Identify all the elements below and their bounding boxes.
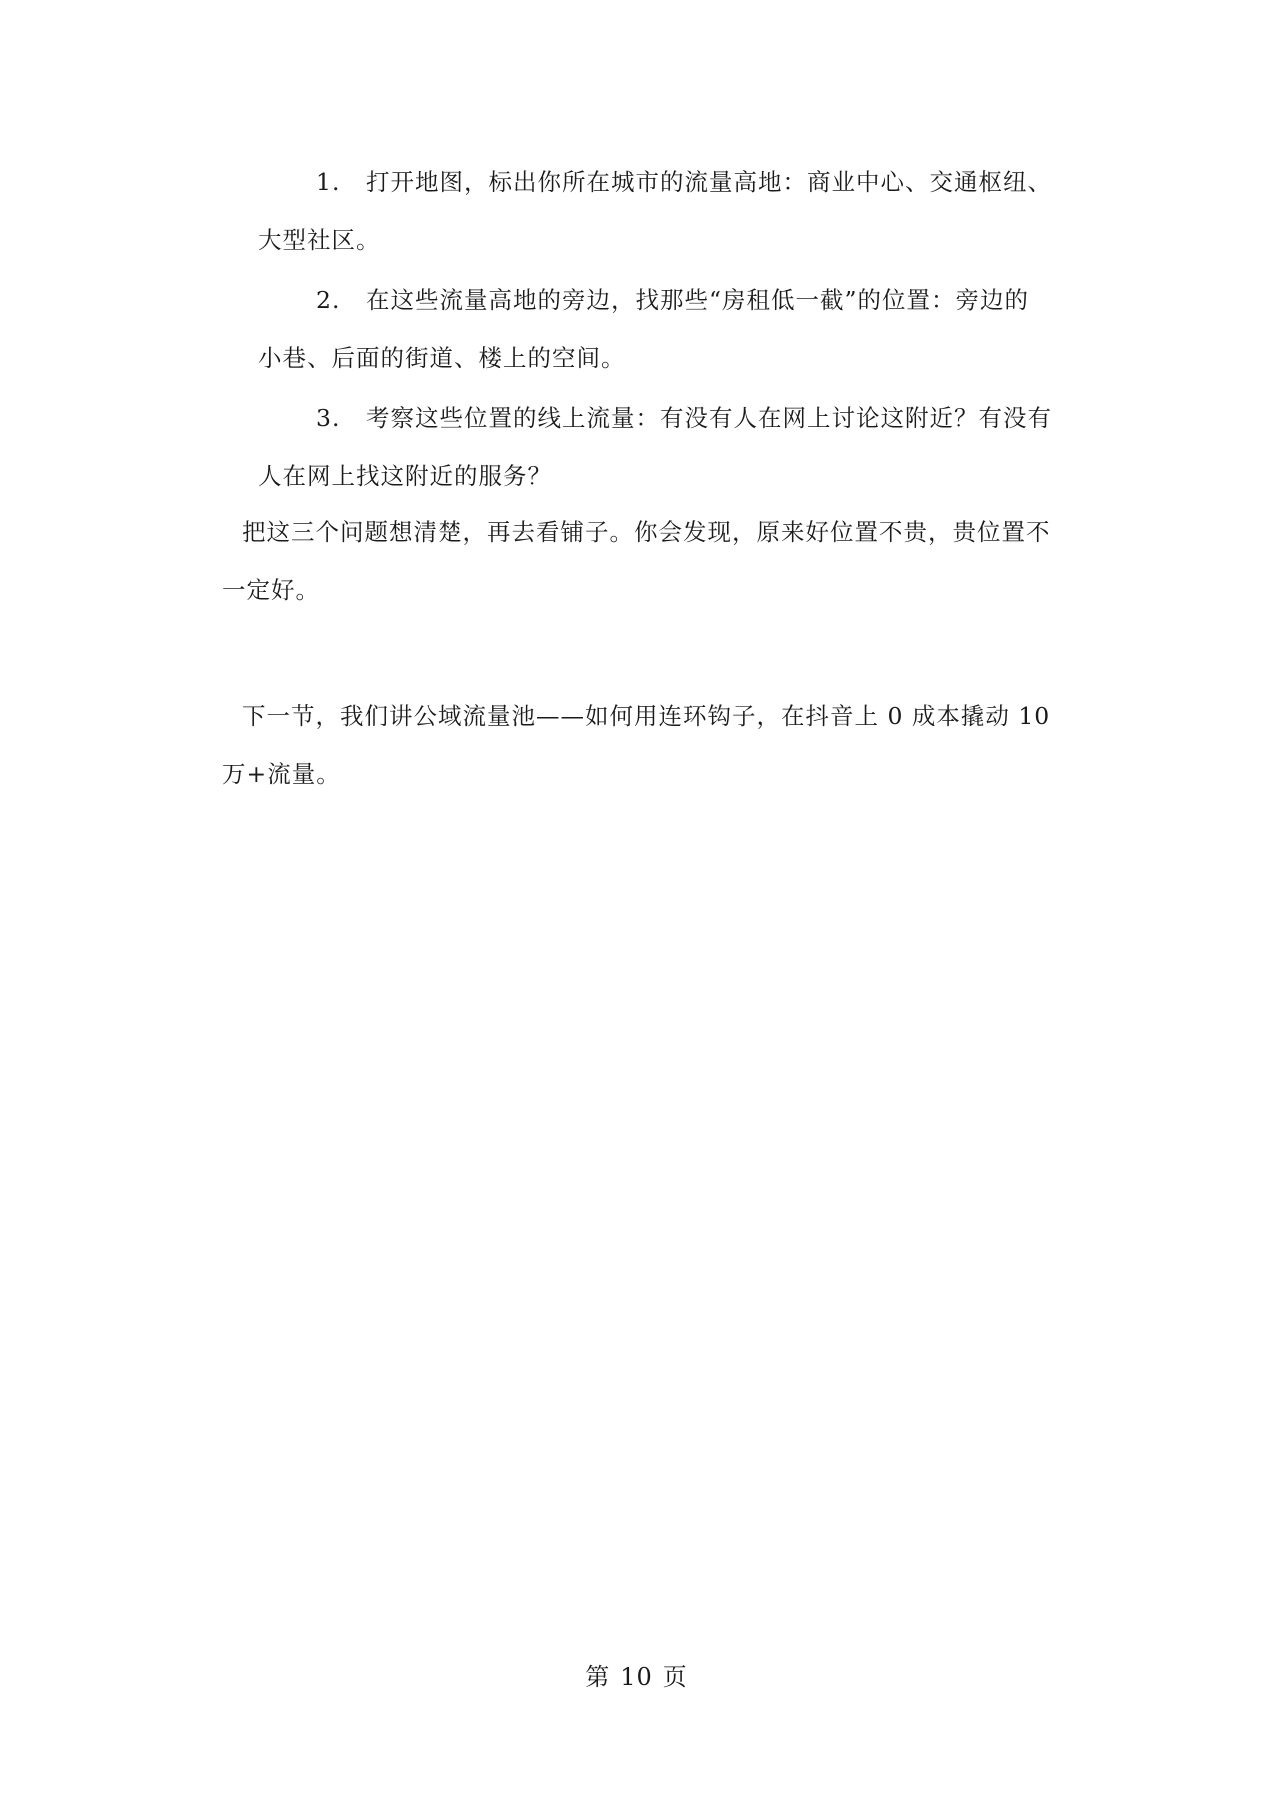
summary-paragraph (222, 503, 1082, 619)
list-item-text-line1: 打开地图，标出你所在城市的流量高地：商业中心、交通枢纽、 (366, 168, 1052, 196)
list-number: 2. (316, 286, 341, 314)
list-item-text-line1: 考察这些位置的线上流量：有没有人在网上讨论这附近？有没有 (366, 404, 1052, 432)
page-label-prefix: 第 (585, 1663, 611, 1691)
page-number: 10 (620, 1663, 653, 1691)
summary-line1: 把这三个问题想清楚，再去看铺子。你会发现，原来好位置不贵，贵位置不 (242, 518, 1051, 546)
list-number: 1. (316, 168, 341, 196)
list-item-text-line1: 在这些流量高地的旁边，找那些“房租低一截”的位置：旁边的 (366, 286, 1030, 314)
page-label-suffix: 页 (662, 1663, 688, 1691)
list-number: 3. (316, 404, 341, 432)
next-section-line1: 下一节，我们讲公域流量池——如何用连环钩子，在抖音上 0 成本撬动 10 (242, 702, 1051, 730)
list-item-3 (258, 389, 1078, 505)
page-footer (0, 1657, 1273, 1692)
list-item-text-line2: 人在网上找这附近的服务？ (258, 462, 552, 490)
list-item-1 (258, 153, 1078, 269)
list-item-2 (258, 271, 1078, 387)
summary-line2: 一定好。 (222, 576, 320, 604)
list-item-text-line2: 大型社区。 (258, 226, 381, 254)
next-section-paragraph (222, 687, 1082, 803)
list-item-text-line2: 小巷、后面的街道、楼上的空间。 (258, 344, 626, 372)
next-section-line2: 万+流量。 (222, 760, 341, 788)
